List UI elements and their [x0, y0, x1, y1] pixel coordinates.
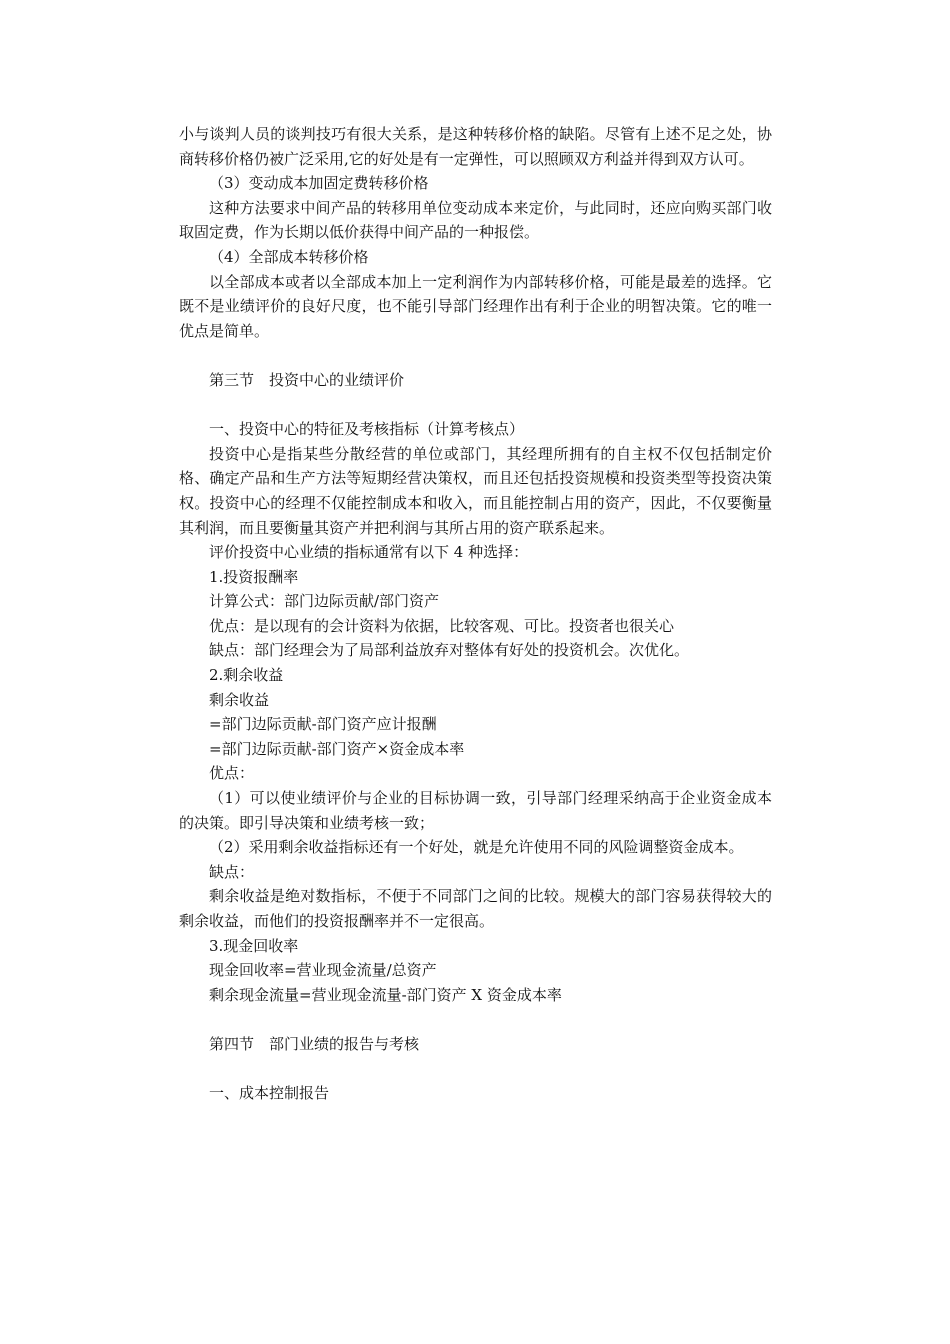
section-heading-4: 第四节 部门业绩的报告与考核	[209, 1034, 420, 1053]
paragraph-investment-center-definition: 投资中心是指某些分散经营的单位或部门，其经理所拥有的自主权不仅包括制定价格、确定产品和生产方法等短期经营决策权，而且还包括投资规模和投资类型等投资决策权。投资中心的经理不仅能控制成本和收入，而且能控制占用的资产，因此，不仅要衡量其利润，而且要衡量其资产并把利润与其所占用的资产联系起来。	[179, 444, 772, 537]
item-residual-cash-flow-formula: 剩余现金流量=营业现金流量-部门资产 X 资金成本率	[209, 985, 562, 1004]
item-residual-income-advantage-2: （2）采用剩余收益指标还有一个好处，就是允许使用不同的风险调整资金成本。	[209, 838, 744, 857]
blank-line	[179, 1007, 772, 1032]
item-residual-income-formula-2: =部门边际贡献-部门资产×资金成本率	[209, 739, 465, 758]
item-residual-income-disadvantage: 剩余收益是绝对数指标，不便于不同部门之间的比较。规模大的部门容易获得较大的剩余收益，而他们的投资报酬率并不一定很高。	[179, 887, 772, 930]
blank-line	[179, 343, 772, 368]
item-residual-income-advantages-label: 优点：	[209, 764, 255, 783]
blank-line	[179, 393, 772, 418]
item-residual-income-title: 2.剩余收益	[209, 666, 284, 685]
item-residual-income-label: 剩余收益	[209, 690, 270, 709]
paragraph-full-cost-transfer-price: 以全部成本或者以全部成本加上一定利润作为内部转移价格，可能是最差的选择。它既不是业绩评价的良好尺度，也不能引导部门经理作出有利于企业的明智决策。它的唯一优点是简单。	[179, 272, 772, 340]
item-cash-recovery-title: 3.现金回收率	[209, 936, 299, 955]
subheading-full-cost-transfer-price: （4）全部成本转移价格	[209, 247, 369, 266]
subsection-heading-cost-control-report: 一、成本控制报告	[209, 1084, 330, 1103]
section-heading-3: 第三节 投资中心的业绩评价	[209, 370, 405, 389]
item-cash-recovery-formula: 现金回收率=营业现金流量/总资产	[209, 961, 437, 980]
item-roi-advantage: 优点：是以现有的会计资料为依据，比较客观、可比。投资者也很关心	[209, 616, 675, 635]
paragraph-variable-cost-plus-fixed-fee: 这种方法要求中间产品的转移用单位变动成本来定价，与此同时，还应向购买部门收取固定费，作为长期以低价获得中间产品的一种报偿。	[179, 198, 772, 242]
paragraph-negotiated-price-drawback: 小与谈判人员的谈判技巧有很大关系，是这种转移价格的缺陷。尽管有上述不足之处，协商转移价格仍被广泛采用,它的好处是有一定弹性，可以照顾双方利益并得到双方认可。	[179, 125, 772, 168]
item-roi-title: 1.投资报酬率	[209, 567, 299, 586]
document-page	[179, 122, 772, 1106]
subheading-variable-cost-plus-fixed-fee: （3）变动成本加固定费转移价格	[209, 174, 429, 193]
item-residual-income-disadvantages-label: 缺点：	[209, 862, 255, 881]
item-residual-income-formula-1: =部门边际贡献-部门资产应计报酬	[209, 715, 437, 734]
blank-line	[179, 1057, 772, 1082]
item-roi-disadvantage: 缺点：部门经理会为了局部利益放弃对整体有好处的投资机会。次优化。	[209, 641, 690, 660]
paragraph-indicator-choices: 评价投资中心业绩的指标通常有以下 4 种选择：	[209, 543, 529, 562]
item-residual-income-advantage-1: （1）可以使业绩评价与企业的目标协调一致，引导部门经理采纳高于企业资金成本的决策。即引导决策和业绩考核一致；	[179, 789, 772, 832]
item-roi-formula: 计算公式：部门边际贡献/部门资产	[209, 592, 440, 611]
subsection-heading-investment-center: 一、投资中心的特征及考核指标（计算考核点）	[209, 420, 525, 439]
